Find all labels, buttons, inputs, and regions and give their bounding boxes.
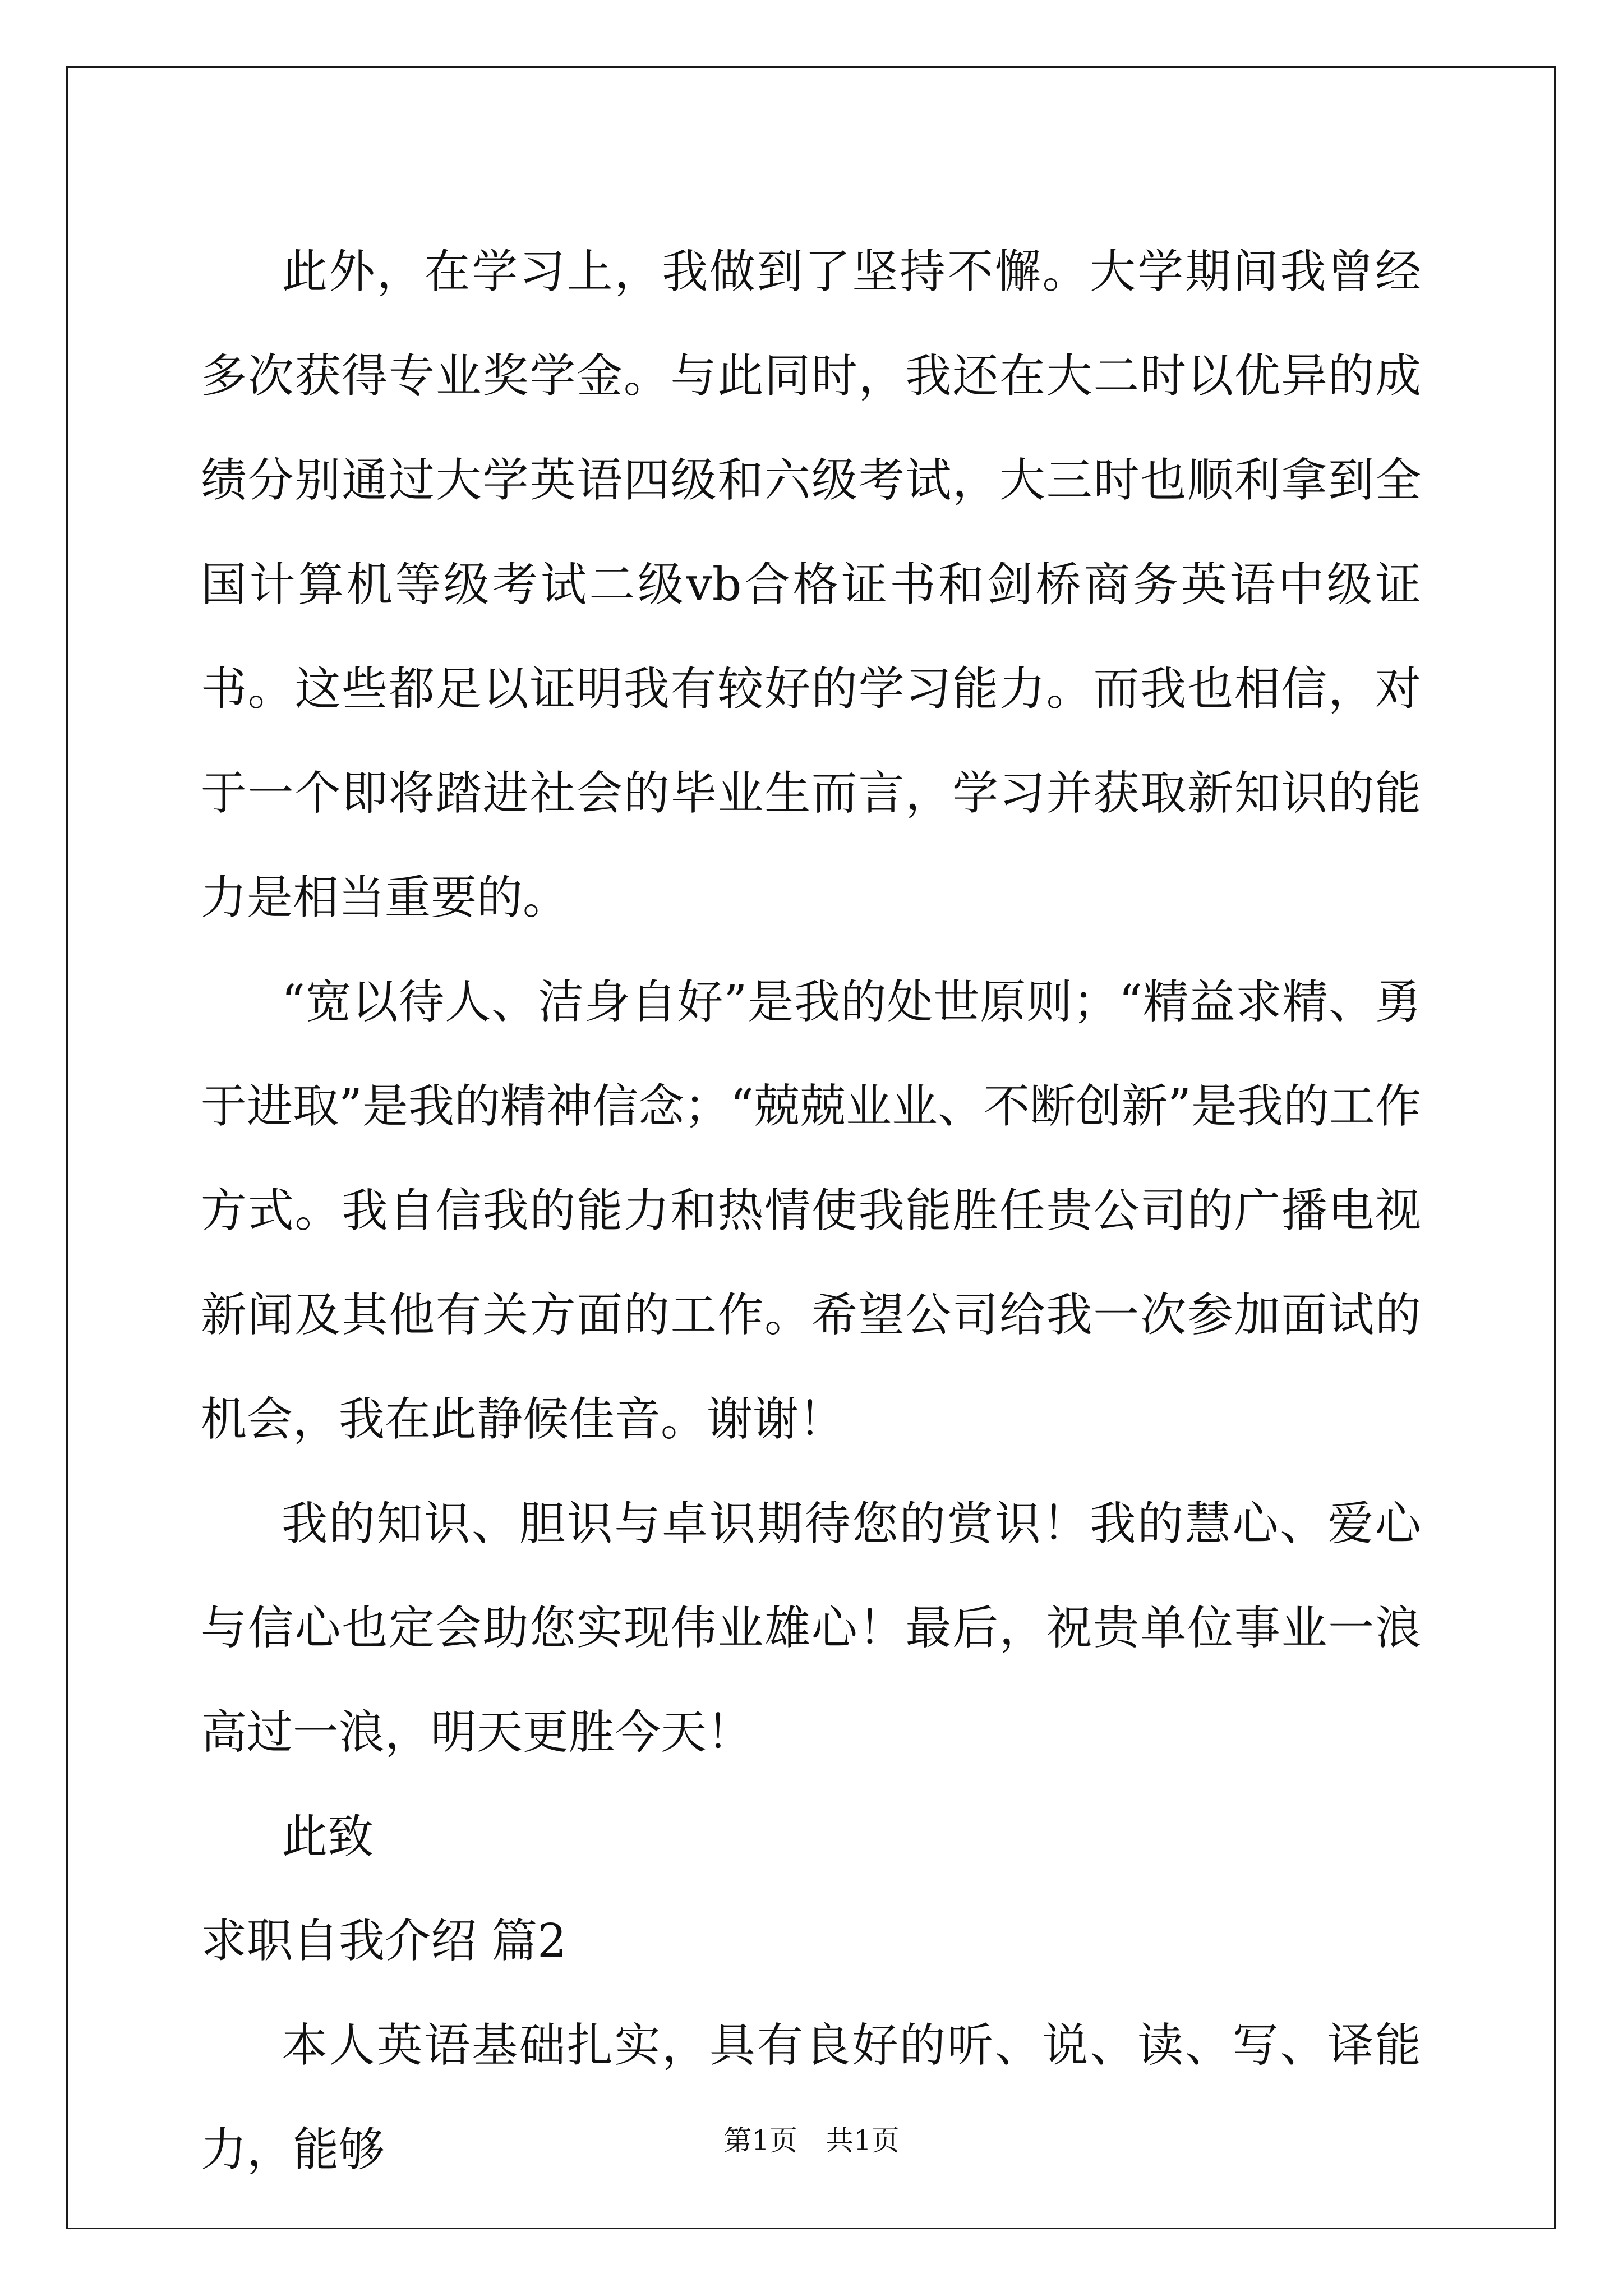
paragraph-salutation: 此致 [282, 1810, 374, 1864]
section-heading: 求职自我介绍 篇2 [201, 1915, 567, 1968]
paragraph-study: 此外，在学习上，我做到了坚持不懈。大学期间我曾经多次获得专业奖学金。与此同时，我还在大二时以优异的成绩分别通过大学英语四级和六级考试，大三时也顺利拿到全国计算机等级考试二级vb合格证书和剑桥商务英语中级证书。这些都足以证明我有较好的学习能力。而我也相信，对于一个即将踏进社会的毕业生而言，学习并获取新知识的能力是相当重要的。 [201, 245, 1421, 924]
paragraph-principles: “宽以待人、洁身自好”是我的处世原则；“精益求精、勇于进取”是我的精神信念；“兢兢业业、不断创新”是我的工作方式。我自信我的能力和热情使我能胜任贵公司的广播电视新闻及其他有关方面的工作。希望公司给我一次参加面试的机会，我在此静候佳音。谢谢！ [201, 976, 1421, 1446]
paragraph-english-skills: 本人英语基础扎实，具有良好的听、说、读、写、译能力，能够 [201, 2019, 1421, 2177]
page-number: 第1页 [723, 2124, 797, 2157]
document-body [201, 220, 1421, 2202]
paragraph-closing-wish: 我的知识、胆识与卓识期待您的赏识！我的慧心、爱心与信心也定会助您实现伟业雄心！最后，祝贵单位事业一浪高过一浪，明天更胜今天！ [201, 1497, 1421, 1759]
page-footer [0, 2118, 1623, 2159]
page-total: 共1页 [826, 2124, 900, 2157]
